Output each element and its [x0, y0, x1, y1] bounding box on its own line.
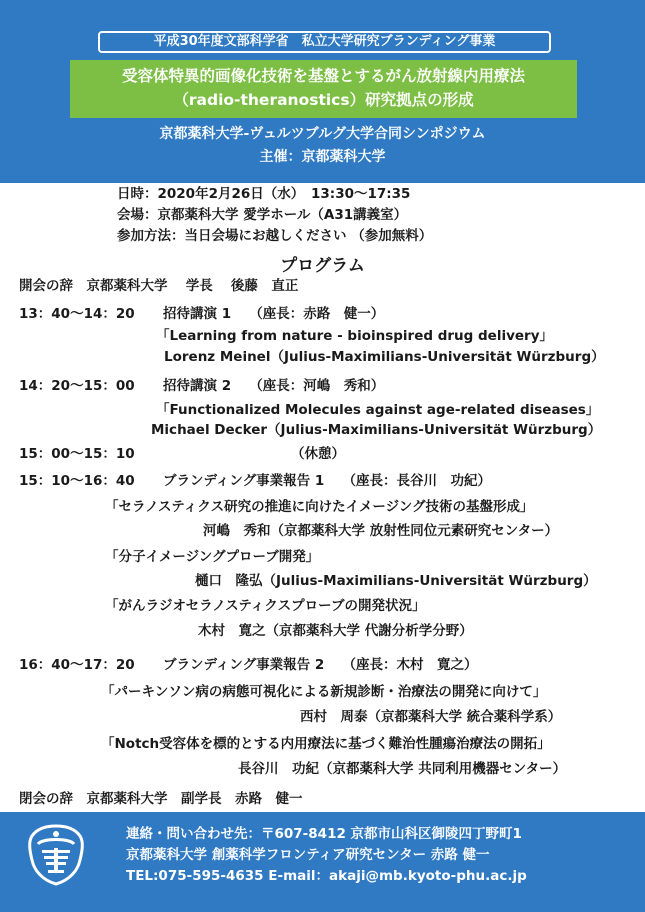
session-2-speaker: Michael Decker（Julius-Maximilians-Universität Würzburg） [151, 422, 602, 438]
organizer-label: 主催：京都薬科大学 [259, 149, 386, 165]
event-datetime: 日時：2020年2月26日（水） 13:30～17:35 [117, 186, 411, 202]
break-label: （休憩） [291, 446, 345, 462]
session-3-speaker-3: 木村 寛之（京都薬科大学 代謝分析学分野） [198, 623, 473, 639]
session-3-time: 15：10～16：40 [19, 473, 135, 489]
contact-center: 京都薬科大学 創薬科学フロンティア研究センター 赤路 健一 [126, 847, 490, 863]
session-3-talk-1: 「セラノスティクス研究の推進に向けたイメージング技術の基盤形成」 [105, 499, 534, 515]
break-time: 15：00～15：10 [19, 446, 135, 462]
session-2-talk: 「Functionalized Molecules against age-related diseases」 [156, 402, 600, 418]
event-venue: 会場：京都薬科大学 愛学ホール（A31講義室） [117, 207, 408, 223]
event-participation: 参加方法：当日会場にお越しください （参加無料） [117, 228, 433, 244]
symposium-title-box [70, 60, 577, 118]
header-banner [0, 0, 645, 183]
contact-address: 連絡・問い合わせ先：〒607-8412 京都市山科区御陵四丁野町1 [126, 826, 522, 842]
session-1-title: 招待講演 1 （座長：赤路 健一） [163, 306, 385, 322]
session-4-speaker-1: 西村 周泰（京都薬科大学 統合薬科学系） [300, 709, 562, 725]
closing-remarks: 閉会の辞 京都薬科大学 副学長 赤路 健一 [19, 791, 303, 807]
session-4-talk-2: 「Notch受容体を標的とする内用療法に基づく難治性腫瘍治療法の開拓」 [101, 736, 551, 752]
session-4-title: ブランディング事業報告 2 （座長：木村 寛之） [163, 657, 478, 673]
opening-remarks: 開会の辞 京都薬科大学 学長 後藤 直正 [19, 278, 299, 294]
session-3-title: ブランディング事業報告 1 （座長：長谷川 功紀） [163, 473, 491, 489]
title-line-1: 受容体特異的画像化技術を基盤とするがん放射線内用療法 [121, 67, 525, 85]
symposium-subtitle: 京都薬科大学-ヴュルツブルグ大学合同シンポジウム [159, 126, 486, 142]
session-4-speaker-2: 長谷川 功紀（京都薬科大学 共同利用機器センター） [238, 761, 567, 777]
session-4-talk-1: 「パーキンソン病の病態可視化による新規診断・治療法の開発に向けて」 [101, 684, 547, 700]
contact-phone-email[interactable]: TEL:075-595-4635 E-mail：akaji@mb.kyoto-phu.ac.jp [126, 868, 527, 884]
session-3-speaker-1: 河嶋 秀和（京都薬科大学 放射性同位元素研究センター） [203, 523, 559, 539]
title-line-2: （radio-theranostics）研究拠点の形成 [173, 91, 474, 109]
funding-program-label: 平成30年度文部科学省 私立大学研究ブランディング事業 [98, 31, 551, 53]
event-info [117, 184, 432, 247]
session-1-speaker: Lorenz Meinel（Julius-Maximilians-Universität Würzburg） [164, 349, 605, 365]
session-1-time: 13：40～14：20 [19, 306, 135, 322]
session-3-talk-3: 「がんラジオセラノスティクスプローブの開発状況」 [105, 598, 426, 614]
session-3-speaker-2: 樋口 隆弘（Julius-Maximilians-Universität Würzburg） [195, 573, 597, 589]
session-1-talk: 「Learning from nature - bioinspired drug delivery」 [156, 328, 554, 344]
session-3-talk-2: 「分子イメージングプローブ開発」 [105, 549, 320, 565]
session-4-time: 16：40～17：20 [19, 657, 135, 673]
university-crest-icon [24, 822, 88, 888]
program-heading: プログラム [280, 256, 365, 276]
session-2-time: 14：20～15：00 [19, 378, 135, 394]
session-2-title: 招待講演 2 （座長：河嶋 秀和） [163, 378, 385, 394]
